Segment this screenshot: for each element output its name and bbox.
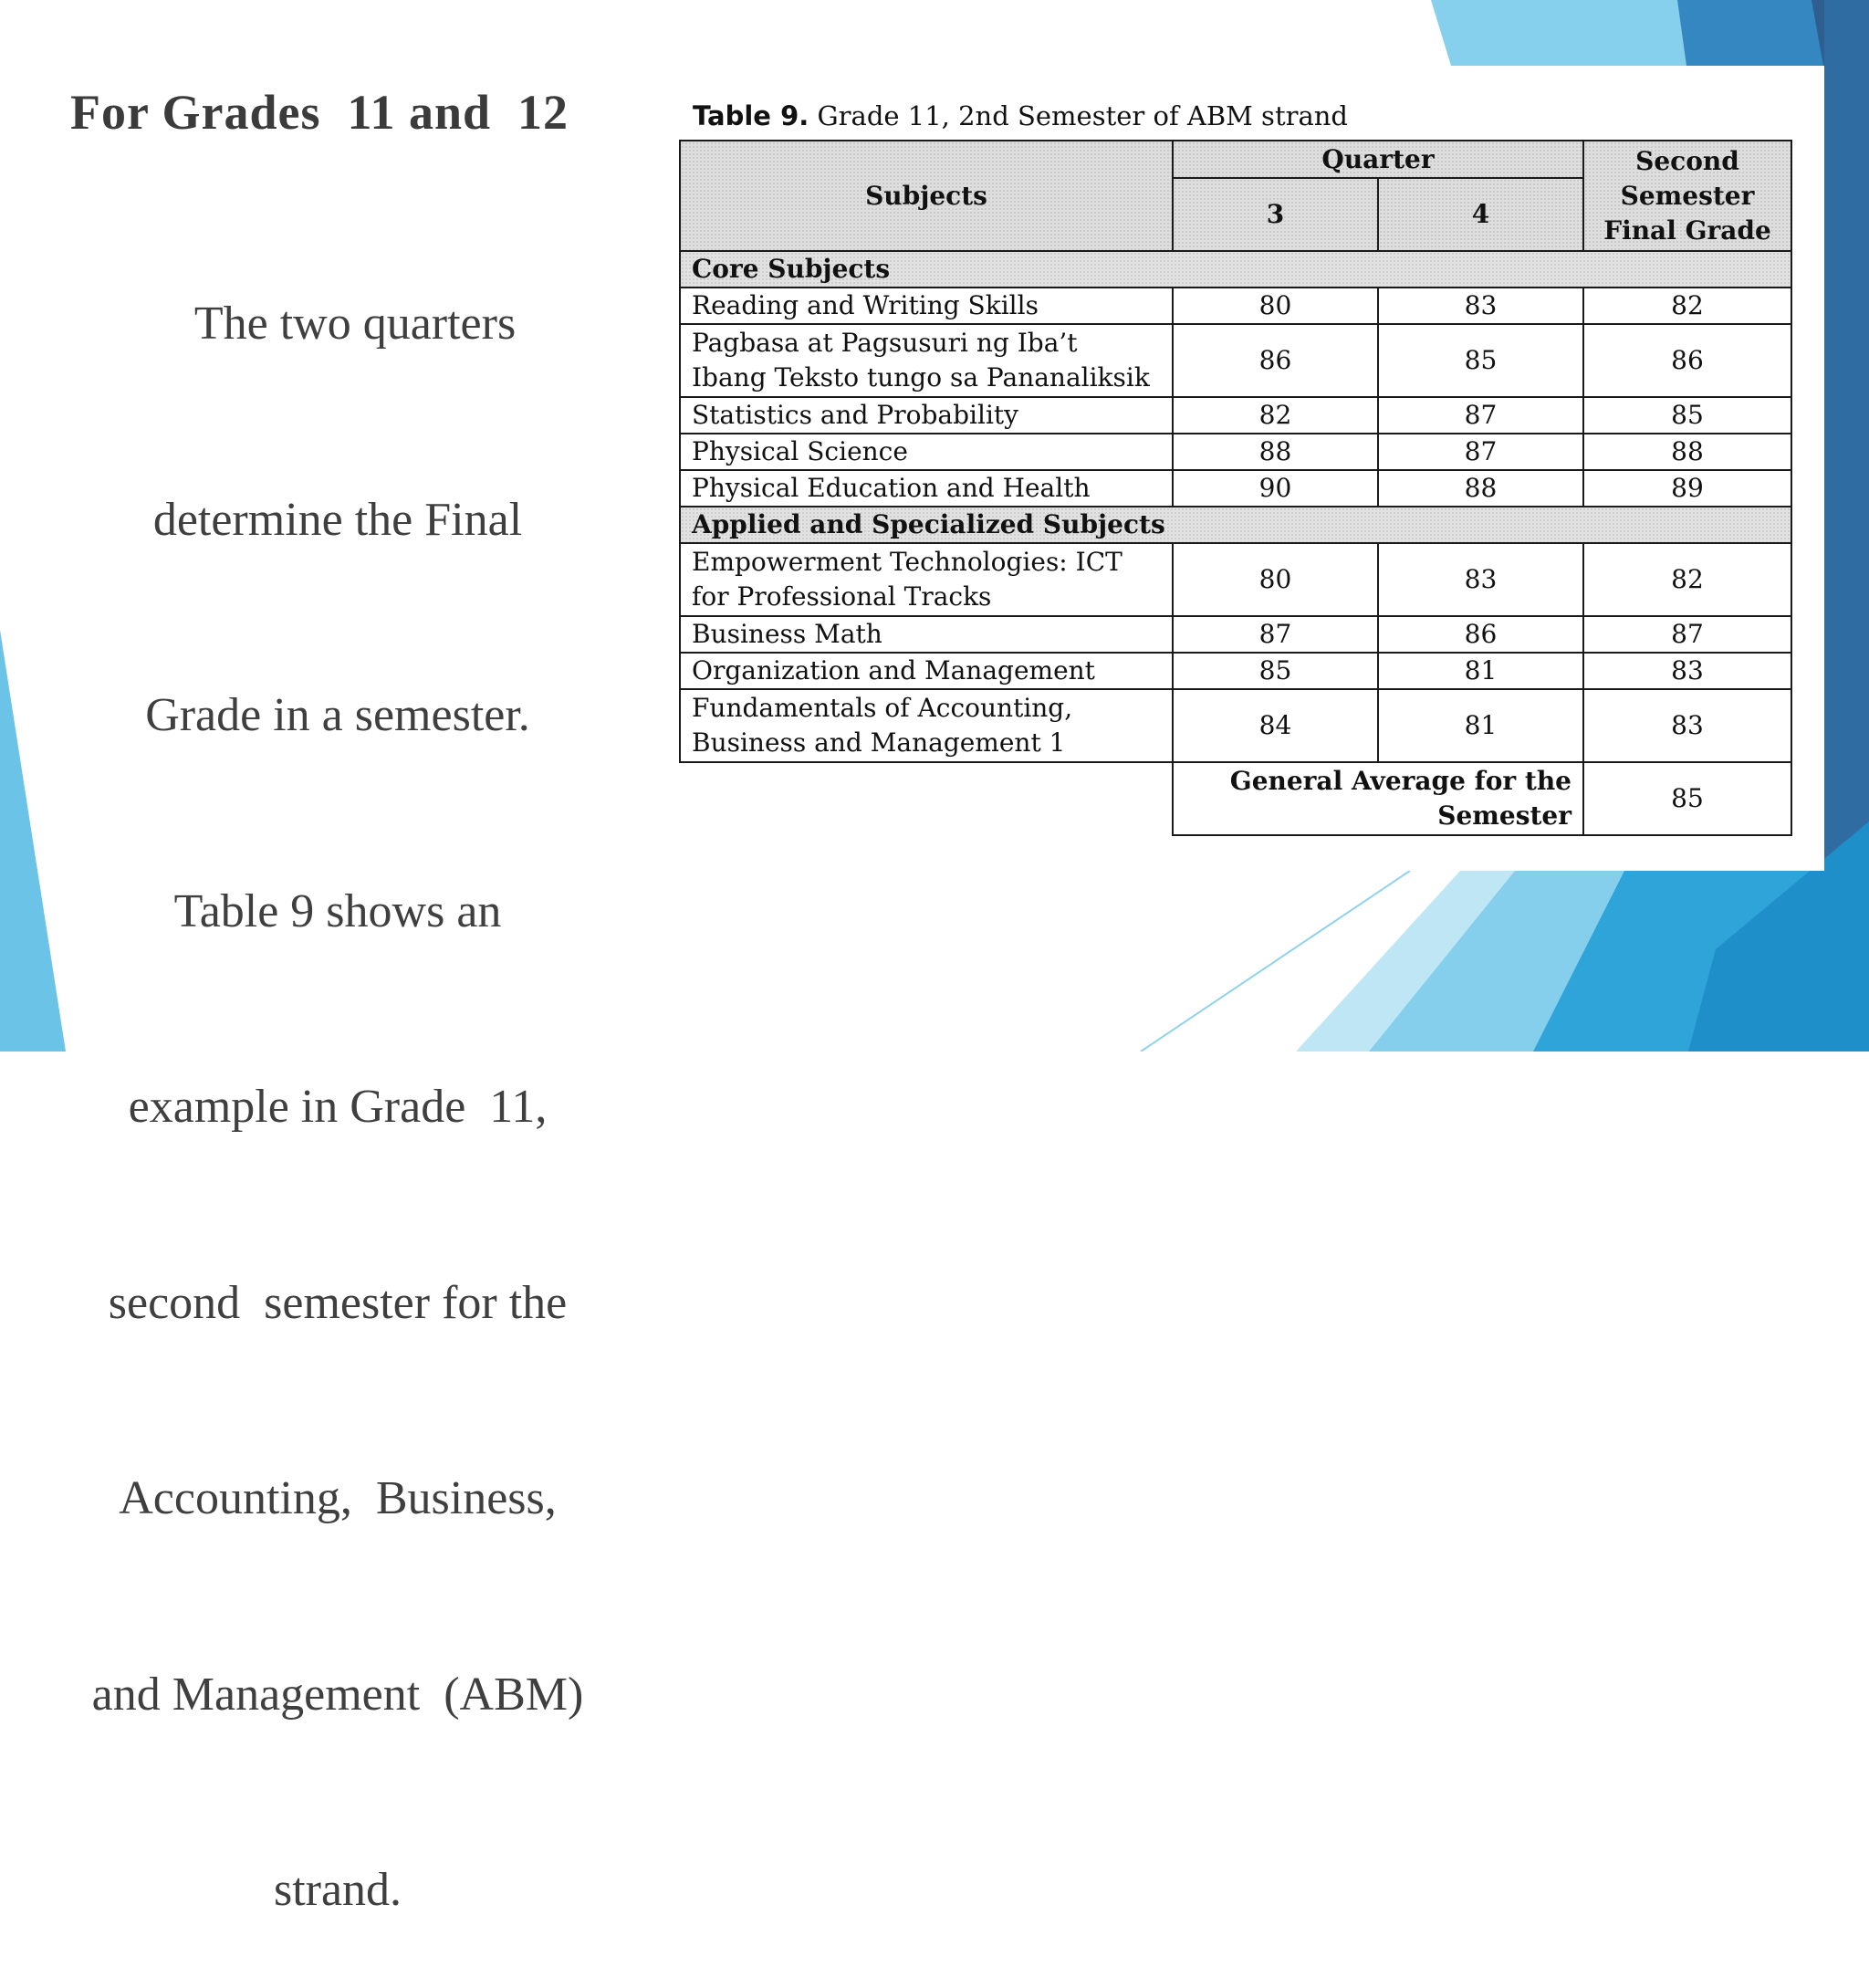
subject-cell: Pagbasa at Pagsusuri ng Iba’t Ibang Teksto tungo sa Pananaliksik — [680, 324, 1173, 397]
quarter-4-cell: 87 — [1378, 434, 1583, 470]
table-row — [680, 653, 1791, 689]
table-caption-text: Grade 11, 2nd Semester of ABM strand — [809, 100, 1348, 131]
body-line: The two quarters — [159, 298, 517, 350]
header-subjects: Subjects — [680, 141, 1173, 251]
general-average-label: General Average for the Semester — [1173, 762, 1583, 835]
subject-cell: Business Math — [680, 616, 1173, 653]
general-average-value: 85 — [1583, 762, 1791, 835]
blank-cell — [680, 762, 1173, 835]
table-caption-number: Table 9. — [693, 100, 809, 131]
header-quarter-4: 4 — [1378, 178, 1583, 251]
quarter-4-cell: 81 — [1378, 689, 1583, 762]
quarter-3-cell: 88 — [1173, 434, 1378, 470]
quarter-4-cell: 81 — [1378, 653, 1583, 689]
quarter-4-cell: 83 — [1378, 543, 1583, 616]
body-line: and Management (ABM) — [91, 1668, 584, 1721]
slide-title: For Grades 11 and 12 — [70, 85, 569, 140]
table-row — [680, 397, 1791, 434]
quarter-4-cell: 87 — [1378, 397, 1583, 434]
section-row — [680, 251, 1791, 288]
quarter-3-cell: 84 — [1173, 689, 1378, 762]
decor-shape-left-edge — [0, 630, 66, 1052]
final-grade-cell: 82 — [1583, 288, 1791, 324]
subject-cell: Reading and Writing Skills — [680, 288, 1173, 324]
final-grade-cell: 89 — [1583, 470, 1791, 507]
quarter-4-cell: 83 — [1378, 288, 1583, 324]
body-line: example in Grade 11, — [128, 1081, 548, 1133]
section-label: Applied and Specialized Subjects — [680, 507, 1791, 543]
table-row — [680, 543, 1791, 616]
section-row — [680, 507, 1791, 543]
subject-cell: Organization and Management — [680, 653, 1173, 689]
decor-shape-top-mid — [1677, 0, 1825, 66]
final-grade-cell: 87 — [1583, 616, 1791, 653]
table-row — [680, 288, 1791, 324]
quarter-3-cell: 85 — [1173, 653, 1378, 689]
decor-shape-top-light — [1431, 0, 1688, 66]
subject-cell: Physical Education and Health — [680, 470, 1173, 507]
general-average-row — [680, 762, 1791, 835]
body-line: second semester for the — [108, 1276, 568, 1329]
quarter-3-cell: 87 — [1173, 616, 1378, 653]
table-row — [680, 470, 1791, 507]
quarter-3-cell: 86 — [1173, 324, 1378, 397]
body-line: Table 9 shows an — [173, 884, 502, 937]
header-final-grade: Second Semester Final Grade — [1583, 141, 1791, 251]
table-body — [680, 251, 1791, 835]
table-row — [680, 324, 1791, 397]
quarter-4-cell: 88 — [1378, 470, 1583, 507]
final-grade-cell: 82 — [1583, 543, 1791, 616]
slide-body-text — [64, 161, 611, 1988]
quarter-3-cell: 80 — [1173, 288, 1378, 324]
grades-table — [679, 140, 1792, 836]
body-line: Grade in a semester. — [145, 689, 530, 741]
quarter-4-cell: 85 — [1378, 324, 1583, 397]
subject-cell: Empowerment Technologies: ICT for Professional Tracks — [680, 543, 1173, 616]
body-line: strand. — [273, 1864, 402, 1916]
section-label: Core Subjects — [680, 251, 1791, 288]
body-line: Accounting, Business, — [119, 1472, 557, 1524]
quarter-4-cell: 86 — [1378, 616, 1583, 653]
table-row — [680, 434, 1791, 470]
final-grade-cell: 85 — [1583, 397, 1791, 434]
quarter-3-cell: 90 — [1173, 470, 1378, 507]
final-grade-cell: 86 — [1583, 324, 1791, 397]
quarter-3-cell: 80 — [1173, 543, 1378, 616]
table-row — [680, 616, 1791, 653]
body-line: determine the Final — [152, 493, 523, 546]
final-grade-cell: 83 — [1583, 653, 1791, 689]
subject-cell: Fundamentals of Accounting, Business and Management 1 — [680, 689, 1173, 762]
subject-cell: Statistics and Probability — [680, 397, 1173, 434]
final-grade-cell: 88 — [1583, 434, 1791, 470]
final-grade-cell: 83 — [1583, 689, 1791, 762]
quarter-3-cell: 82 — [1173, 397, 1378, 434]
table-row — [680, 689, 1791, 762]
header-quarter-3: 3 — [1173, 178, 1378, 251]
table-caption — [693, 100, 1348, 131]
header-quarter: Quarter — [1173, 141, 1583, 178]
subject-cell: Physical Science — [680, 434, 1173, 470]
